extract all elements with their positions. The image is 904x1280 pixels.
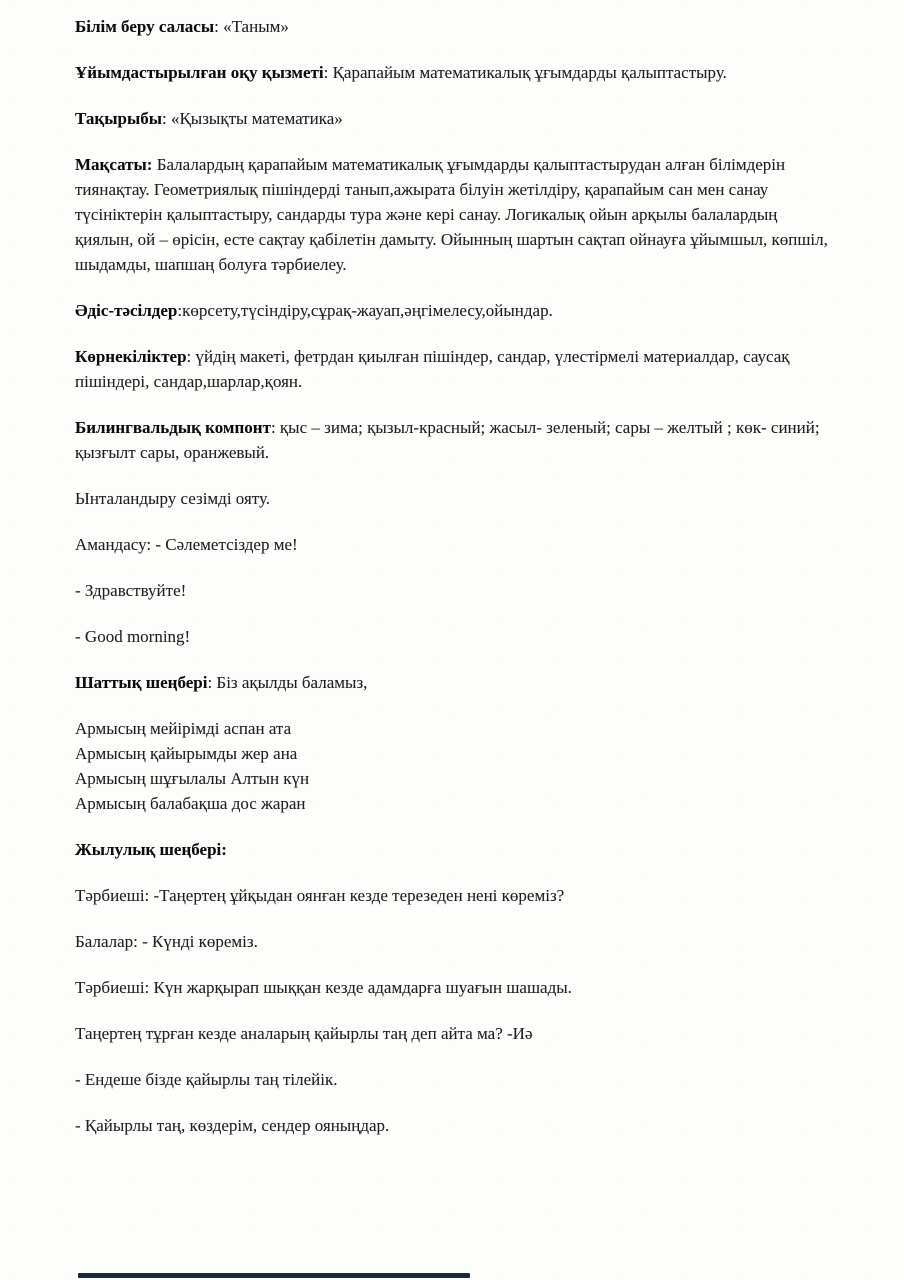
dialogue-morning-question xyxy=(75,1021,840,1046)
poem-line-2: Армысың қайырымды жер ана xyxy=(75,744,298,763)
motivation-text: Ынталандыру сезімді ояту. xyxy=(75,489,271,508)
paragraph-greeting-ru xyxy=(75,578,840,603)
topic-label: Тақырыбы xyxy=(75,109,162,128)
paragraph-organized-activity xyxy=(75,60,840,85)
paragraph-greeting-en xyxy=(75,624,840,649)
paragraph-topic xyxy=(75,106,840,131)
paragraph-methods xyxy=(75,298,840,323)
visual-aids-label: Көрнекіліктер xyxy=(75,347,187,366)
paragraph-warm-circle xyxy=(75,837,840,862)
dialogue-line-5: - Ендеше бізде қайырлы таң тілейік. xyxy=(75,1070,338,1089)
education-area-value: : «Таным» xyxy=(214,17,289,36)
dialogue-line-1: Тәрбиеші: -Таңертең ұйқыдан оянған кезде терезеден нені көреміз? xyxy=(75,886,565,905)
goal-value: Балалардың қарапайым математикалық ұғымдарды қалыптастырудан алған білімдерін тиянақтау. Геометриялық пішіндерді танып,ажырата білуін жетілдіру, қарапайым сан мен санау түсініктерін қалыптастыру, сандарды тура және кері санау. Логикалық ойын арқылы балалардың қиялын, ой – өрісін, есте сақтау қабілетін дамыту. Ойынның шартын сақтап ойнауға ұйымшыл, көпшіл, шыдамды, шапшаң болуға тәрбиелеу. xyxy=(75,155,828,274)
dialogue-children-answer xyxy=(75,929,840,954)
paragraph-motivation xyxy=(75,486,840,511)
dialogue-line-4: Таңертең тұрған кезде аналарың қайырлы таң деп айта ма? -Иә xyxy=(75,1024,533,1043)
organized-activity-value: : Қарапайым математикалық ұғымдарды қалыптастыру. xyxy=(323,63,727,82)
poem-line-1: Армысың мейірімді аспан ата xyxy=(75,719,292,738)
bilingual-component-label: Билингвальдық компонт xyxy=(75,418,271,437)
dialogue-line-6: - Қайырлы таң, көздерім, сендер ояныңдар. xyxy=(75,1116,390,1135)
paragraph-bilingual-component xyxy=(75,415,840,465)
goal-label: Мақсаты: xyxy=(75,155,153,174)
paragraph-greeting-kk xyxy=(75,532,840,557)
visual-aids-value: : үйдің макеті, фетрдан қиылған пішіндер, сандар, үлестірмелі материалдар, саусақ пішіндері, сандар,шарлар,қоян. xyxy=(75,347,790,391)
joy-circle-label: Шаттық шеңбері xyxy=(75,673,208,692)
dialogue-line-3: Тәрбиеші: Күн жарқырап шыққан кезде адамдарға шуағын шашады. xyxy=(75,978,572,997)
dialogue-wish-line xyxy=(75,1067,840,1092)
poem-line-4: Армысың балабақша дос жаран xyxy=(75,794,306,813)
paragraph-goal xyxy=(75,152,840,277)
scan-edge-artifact xyxy=(78,1273,470,1278)
organized-activity-label: Ұйымдастырылған оқу қызметі xyxy=(75,63,324,82)
dialogue-final-line xyxy=(75,1113,840,1138)
paragraph-visual-aids xyxy=(75,344,840,394)
education-area-label: Білім беру саласы xyxy=(75,17,215,36)
greeting-ru-text: - Здравствуйте! xyxy=(75,581,187,600)
joy-circle-value: : Біз ақылды баламыз, xyxy=(207,673,368,692)
dialogue-line-2: Балалар: - Күнді көреміз. xyxy=(75,932,258,951)
greeting-en-text: - Good morning! xyxy=(75,627,191,646)
dialogue-teacher-question xyxy=(75,883,840,908)
bilingual-component-value: : қыс – зима; қызыл-красный; жасыл- зеленый; сары – желтый ; көк- синий; қызғылт сары, оранжевый. xyxy=(75,418,820,462)
warm-circle-label: Жылулық шеңбері: xyxy=(75,840,227,859)
poem-line-3: Армысың шұғылалы Алтын күн xyxy=(75,769,310,788)
methods-value: :көрсету,түсіндіру,сұрақ-жауап,әңгімелесу,ойындар. xyxy=(177,301,553,320)
methods-label: Әдіс-тәсілдер xyxy=(75,301,178,320)
paragraph-education-area xyxy=(75,14,840,39)
topic-value: : «Қызықты математика» xyxy=(161,109,343,128)
greeting-kk-text: Амандасу: - Сәлеметсіздер ме! xyxy=(75,535,298,554)
dialogue-teacher-statement xyxy=(75,975,840,1000)
paragraph-joy-circle xyxy=(75,670,840,695)
